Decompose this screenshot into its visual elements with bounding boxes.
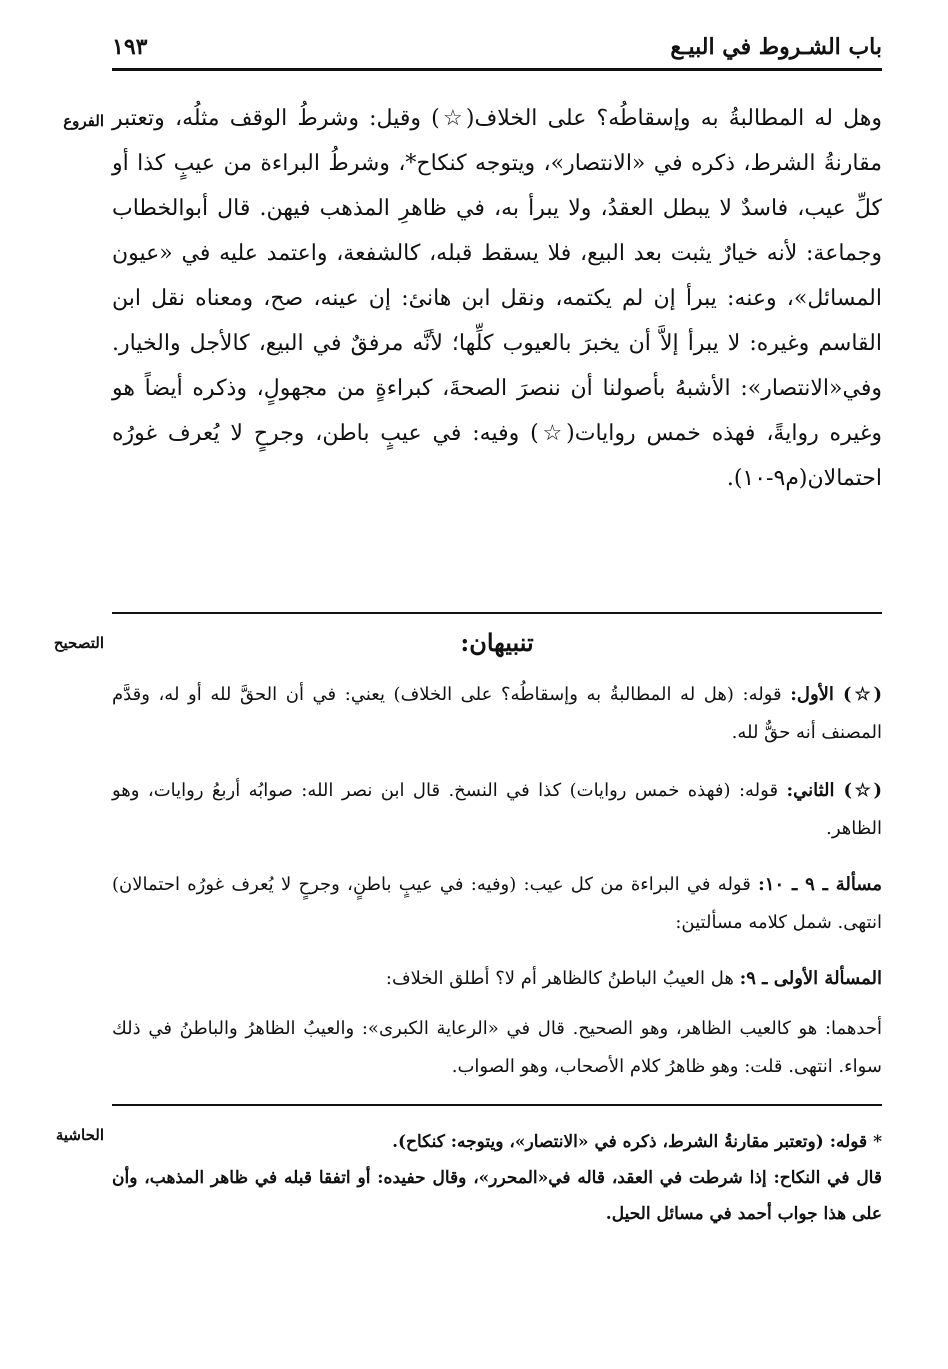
running-title: باب الشـروط في البيـع	[670, 34, 882, 60]
label-furu: الفروع	[63, 112, 104, 130]
masala-label: مسألة ـ ٩ ـ ١٠:	[758, 874, 883, 895]
masala-first-label: المسألة الأولى ـ ٩:	[739, 968, 882, 989]
masala-text: قوله في البراءة من كل عيب: (وفيه: في عيبٍ باطنٍ، وجرحٍ لا يُعرف غورُه احتمالان) انتهى. شمل كلامه مسألتين:	[112, 874, 882, 933]
ahaduhuma-paragraph: أحدهما: هو كالعيب الظاهر، وهو الصحيح. قال في «الرعاية الكبرى»: والعيبُ الظاهرُ والباطنُ في ذلك سواء. انتهى. قلت: وهو ظاهرُ كلام الأصحاب، وهو الصواب.	[112, 1018, 882, 1077]
divider-furu-tashih	[112, 612, 882, 614]
page-number: ١٩٣	[112, 34, 148, 60]
divider-tashih-hashiya	[112, 1104, 882, 1106]
page-header	[112, 28, 882, 70]
masala-first-text: هل العيبُ الباطنُ كالظاهر أم لا؟ أطلق الخلاف:	[385, 968, 740, 989]
masala-first	[112, 960, 882, 998]
label-tashih: التصحيح	[53, 634, 104, 652]
label-hashiya: الحاشية	[55, 1126, 104, 1144]
tanbihan-heading: تنبيهان:	[460, 628, 534, 657]
tanbih-first	[112, 676, 882, 752]
hashiya-line-1: * قوله: (وتعتبر مقارنةُ الشرط، ذكره في «الانتصار»، ويتوجه: كنكاح).	[392, 1132, 882, 1152]
hashiya-line-2: قال في النكاح: إذا شرطت في العقد، قاله في«المحرر»، وقال حفيده: أو اتفقا قبله في ظاهر المذهب، وأن على هذا جواب أحمد في مسائل الحيل.	[112, 1168, 882, 1224]
tanbih-second	[112, 772, 882, 848]
tanbih-first-text: قوله: (هل له المطالبةُ به وإسقاطُه؟ على الخلاف) يعني: في أن الحقَّ لله أو له، وقدَّم المصنف أنه حقٌّ لله.	[112, 684, 882, 743]
hashiya-section	[112, 1124, 882, 1232]
tanbih-second-label: (☆) الثاني:	[786, 780, 882, 801]
header-rule	[112, 68, 882, 71]
main-text-furu: وهل له المطالبةُ به وإسقاطُه؟ على الخلاف(☆) وقيل: وشرطُ الوقف مثلُه، وتعتبر مقارنةُ الشرط، ذكره في «الانتصار»، ويتوجه كنكاح*، وشرطُ البراءة من عيبٍ كذا أو كلِّ عيب، فاسدٌ لا يبطل العقدُ، ولا يبرأ به، في ظاهرِ المذهب فيهن. قال أبوالخطاب وجماعة: لأنه خيارٌ يثبت بعد البيع، فلا يسقط قبله، كالشفعة، واعتمد عليه في «عيون المسائل»، وعنه: يبرأ إن لم يكتمه، ونقل ابن هانئ: إن عينه، صح، ومعناه نقل ابن القاسم وغيره: لا يبرأ إلاَّ أن يخبرَ بالعيوب كلِّها؛ لأنَّه مرفقٌ في البيع، كالأجل والخيار. وفي«الانتصار»: الأشبهُ بأصولنا أن ننصرَ الصحةَ، كبراءةٍ من مجهولٍ، وذكره أيضاً هو وغيره روايةً، فهذه خمس روايات(☆) وفيه: في عيبٍ باطن، وجرحٍ لا يُعرف غورُه احتمالان(م٩-١٠).	[112, 106, 882, 491]
tanbih-second-text: قوله: (فهذه خمس روايات) كذا في النسخ. قال ابن نصر الله: صوابُه أربعُ روايات، وهو الظاهر.	[112, 780, 882, 839]
tanbih-first-label: (☆) الأول:	[790, 684, 882, 705]
masala-9-10	[112, 866, 882, 942]
